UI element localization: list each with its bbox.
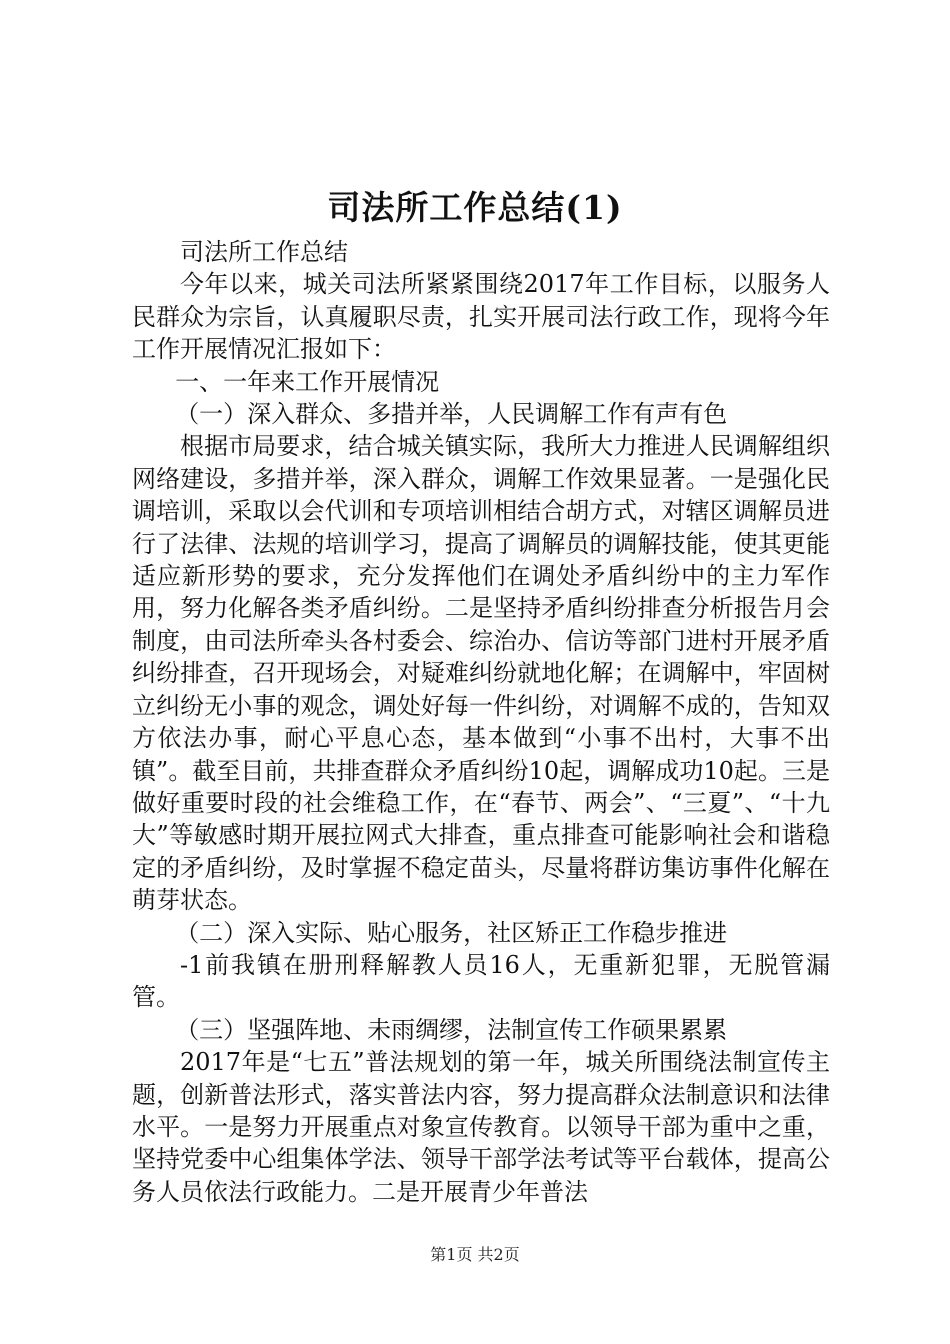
subsection-heading-1: （一）深入群众、多措并举，人民调解工作有声有色 [175,400,728,429]
paragraph-intro: 今年以来，城关司法所紧紧围绕2017年工作目标，以服务人民群众为宗旨，认真履职尽责，扎实开展司法行政工作，现将今年工作开展情况汇报如下： [132,270,830,364]
page-footer: 第1页 共2页 [430,1245,520,1264]
document-body [132,236,830,1208]
document-title: 司法所工作总结(1) [327,188,623,227]
paragraph-publicity: 2017年是“七五”普法规划的第一年，城关所围绕法制宣传主题，创新普法形式，落实普法内容，努力提高群众法制意识和法律水平。一是努力开展重点对象宣传教育。以领导干部为重中之重，坚持党委中心组集体学法、领导干部学法考试等平台载体，提高公务人员依法行政能力。二是开展青少年普法 [132,1048,830,1206]
subsection-heading-3: （三）坚强阵地、未雨绸缪，法制宣传工作硕果累累 [175,1015,728,1044]
paragraph-subtitle: 司法所工作总结 [180,238,348,266]
section-heading-1: 一、一年来工作开展情况 [175,367,440,396]
paragraph-correction: -1前我镇在册刑释解教人员16人，无重新犯罪，无脱管漏管。 [132,950,830,1012]
paragraph-mediation: 根据市局要求，结合城关镇实际，我所大力推进人民调解组织网络建设，多措并举，深入群众，调解工作效果显著。一是强化民调培训，采取以会代训和专项培训相结合胡方式，对辖区调解员进行了法律、法规的培训学习，提高了调解员的调解技能，使其更能适应新形势的要求，充分发挥他们在调处矛盾纠纷中的主力军作用，努力化解各类矛盾纠纷。二是坚持矛盾纠纷排查分析报告月会制度，由司法所牵头各村委会、综治办、信访等部门进村开展矛盾纠纷排查，召开现场会，对疑难纠纷就地化解；在调解中，牢固树立纠纷无小事的观念，调处好每一件纠纷，对调解不成的，告知双方依法办事，耐心平息心态，基本做到“小事不出村，大事不出镇”。截至目前，共排查群众矛盾纠纷10起，调解成功10起。三是做好重要时段的社会维稳工作，在“春节、两会”、“三夏”、“十九大”等敏感时期开展拉网式大排查，重点排查可能影响社会和谐稳定的矛盾纠纷，及时掌握不稳定苗头，尽量将群访集访事件化解在萌芽状态。 [132,432,830,915]
subsection-heading-2: （二）深入实际、贴心服务，社区矫正工作稳步推进 [175,918,728,947]
